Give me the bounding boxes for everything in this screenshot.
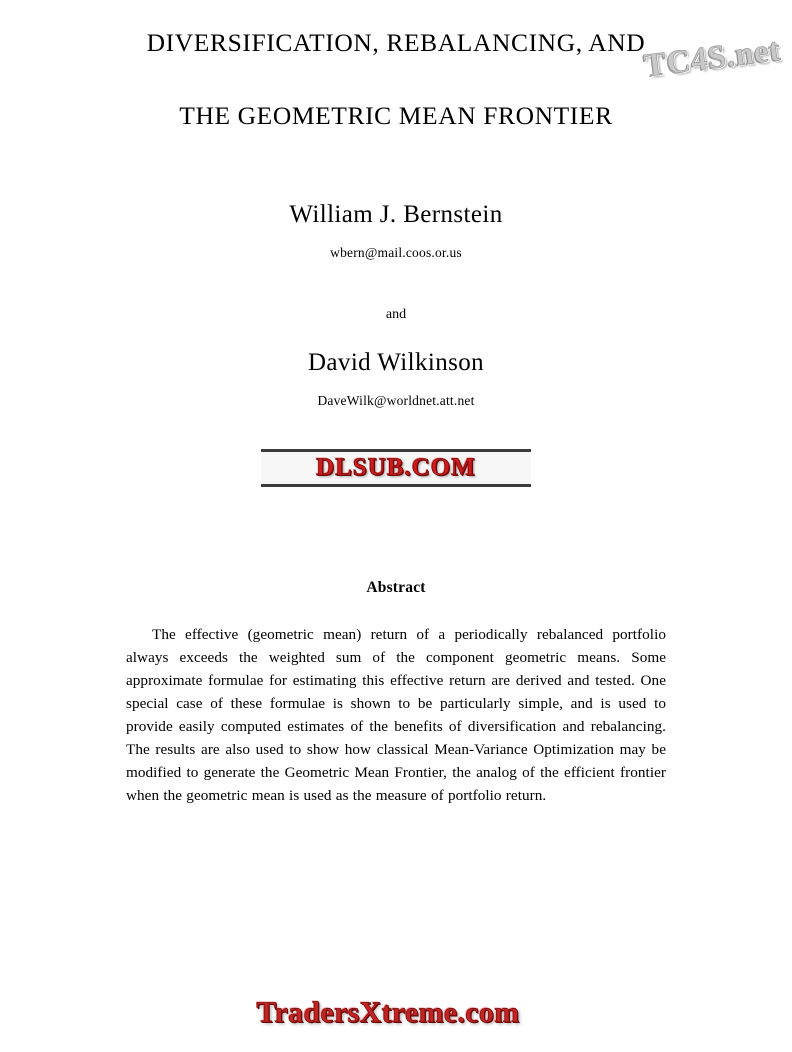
title-line-1: DIVERSIFICATION, REBALANCING, AND — [146, 28, 646, 57]
abstract-heading: Abstract — [366, 578, 426, 596]
author-email-1[interactable]: wbern@mail.coos.or.us — [330, 244, 462, 260]
author-name-1: William J. Bernstein — [289, 200, 503, 228]
abstract-text: The effective (geometric mean) return of a periodically rebalanced portfolio always exceeds the weighted sum of the component geometric means. Some approximate formulae for estimating this effective return are derived and tested. One special case of these formulae is shown to be particularly simple, and is used to provide easily computed estimates of the benefits of diversification and rebalancing. The results are also used to show how classical Mean-Variance Optimization may be modified to generate the Geometric Mean Frontier, the analog of the efficient frontier when the geometric mean is used as the measure of portfolio return. — [126, 625, 666, 805]
watermark-tc4s: TC4S.net — [642, 32, 783, 85]
title-line-2: THE GEOMETRIC MEAN FRONTIER — [179, 101, 613, 131]
watermark-dlsub-stamp — [261, 449, 531, 487]
watermark-tradersxtreme: TradersXtreme.com — [256, 996, 520, 1029]
document-page — [0, 28, 792, 1052]
author-block — [0, 201, 792, 409]
author-email-2[interactable]: DaveWilk@worldnet.att.net — [317, 392, 475, 408]
author-conjunction: and — [385, 306, 407, 322]
watermark-dlsub-label: DLSUB.COM — [316, 453, 476, 481]
author-name-2: David Wilkinson — [307, 348, 485, 376]
